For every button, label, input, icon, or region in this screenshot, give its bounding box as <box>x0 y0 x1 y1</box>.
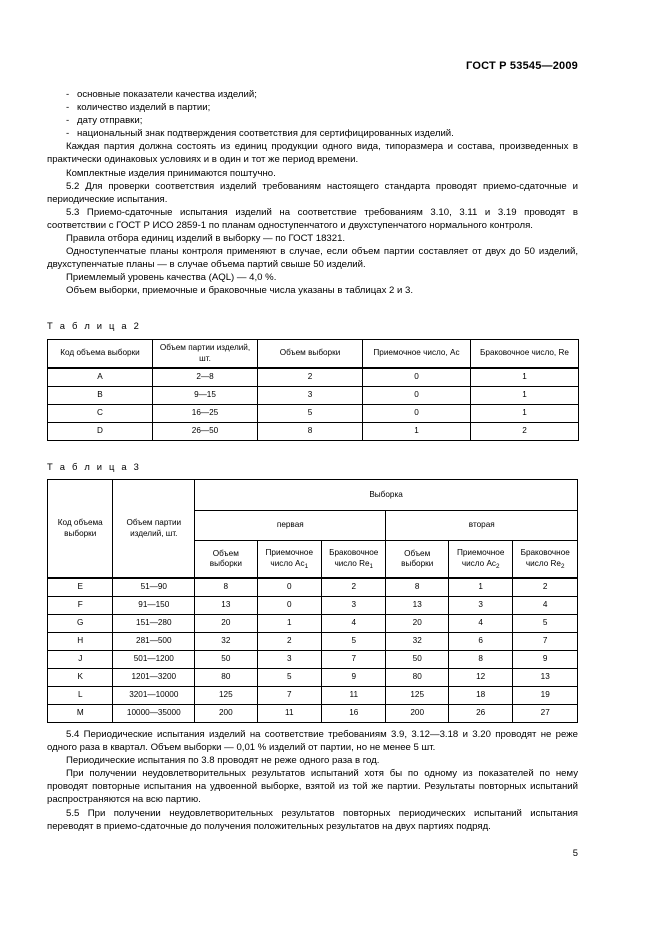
table-header-row-group <box>48 480 578 511</box>
cell-rejection-number-2: 4 <box>513 597 578 615</box>
cell-sample-code: M <box>48 705 113 723</box>
cell-sample-code: D <box>48 423 153 441</box>
table-row <box>48 423 579 441</box>
table-row <box>48 651 578 669</box>
cell-rejection-number-1: 9 <box>322 669 386 687</box>
paragraph-sampling-rules: Правила отбора единиц изделий в выборку — по ГОСТ 18321. <box>66 233 346 245</box>
column-header-acceptance-number-2 <box>448 541 512 579</box>
cell-sample-code: E <box>48 578 113 597</box>
subscript-1: 1 <box>304 562 309 570</box>
cell-acceptance-number-2: 6 <box>448 633 512 651</box>
rejection-label-1: Браковочное число Re <box>329 548 379 568</box>
cell-sample-size-2: 13 <box>386 597 448 615</box>
column-header-acceptance-number: Приемочное число, Ac <box>363 340 471 369</box>
cell-acceptance-number-1: 0 <box>257 578 321 597</box>
table-row <box>48 687 578 705</box>
table-row <box>48 615 578 633</box>
table-2-sampling-plans <box>47 339 579 441</box>
cell-rejection-number-1: 11 <box>322 687 386 705</box>
cell-rejection-number-1: 5 <box>322 633 386 651</box>
cell-lot-size: 16—25 <box>153 405 258 423</box>
cell-sample-code: H <box>48 633 113 651</box>
cell-lot-size: 51—90 <box>113 578 195 597</box>
cell-sample-code: G <box>48 615 113 633</box>
cell-rejection-number-2: 13 <box>513 669 578 687</box>
cell-lot-size: 151—280 <box>113 615 195 633</box>
table-row <box>48 387 579 405</box>
cell-acceptance-number: 1 <box>363 423 471 441</box>
cell-sample-code: J <box>48 651 113 669</box>
table-row <box>48 633 578 651</box>
cell-lot-size: 1201—3200 <box>113 669 195 687</box>
cell-sample-size-1: 125 <box>195 687 257 705</box>
cell-acceptance-number-1: 3 <box>257 651 321 669</box>
cell-rejection-number-2: 9 <box>513 651 578 669</box>
subscript-2: 2 <box>561 562 565 570</box>
acceptance-label-1: Приемочное число Ac <box>265 548 314 568</box>
cell-sample-size: 2 <box>258 368 363 387</box>
cell-rejection-number-2: 2 <box>513 578 578 597</box>
column-header-first-sample: первая <box>195 511 386 541</box>
cell-acceptance-number-1: 0 <box>257 597 321 615</box>
paragraph-sampling-plans: Одноступенчатые планы контроля применяют в случае, если объем партии составляет от двух до 50 изделий, двухступенчатые планы — в случае объема партий свыше 50 изделий. <box>47 246 578 271</box>
table-row <box>48 578 578 597</box>
table-row <box>48 368 579 387</box>
cell-lot-size: 2—8 <box>153 368 258 387</box>
column-header-sample-group: Выборка <box>195 480 578 511</box>
cell-lot-size: 9—15 <box>153 387 258 405</box>
table-3-caption: Т а б л и ц а 3 <box>47 461 142 472</box>
cell-rejection-number-1: 3 <box>322 597 386 615</box>
list-item <box>47 88 578 101</box>
cell-acceptance-number-2: 1 <box>448 578 512 597</box>
cell-sample-size: 5 <box>258 405 363 423</box>
cell-rejection-number: 1 <box>471 368 579 387</box>
cell-sample-size-2: 125 <box>386 687 448 705</box>
cell-rejection-number-2: 27 <box>513 705 578 723</box>
cell-acceptance-number: 0 <box>363 368 471 387</box>
table-header-row <box>48 340 579 369</box>
cell-sample-code: L <box>48 687 113 705</box>
table-row <box>48 669 578 687</box>
paragraph-clause-5-5: 5.5 При получении неудовлетворительных результатов повторных периодических испытаний испытания переводят в приемо-сдаточные до получения положительных результатов на двух партиях подряд. <box>47 807 578 832</box>
cell-acceptance-number-1: 1 <box>257 615 321 633</box>
column-header-sample-code: Код объема выборки <box>48 480 113 579</box>
requirements-bullet-list <box>47 88 578 140</box>
table-2-caption: Т а б л и ц а 2 <box>47 320 142 331</box>
cell-sample-size-2: 32 <box>386 633 448 651</box>
table-3-body <box>48 578 578 723</box>
table-row <box>48 405 579 423</box>
cell-rejection-number-1: 4 <box>322 615 386 633</box>
list-item <box>47 114 578 127</box>
cell-rejection-number-2: 5 <box>513 615 578 633</box>
bullet-dash: - <box>66 89 70 100</box>
cell-acceptance-number-1: 5 <box>257 669 321 687</box>
cell-acceptance-number: 0 <box>363 387 471 405</box>
cell-sample-code: B <box>48 387 153 405</box>
column-header-rejection-number: Браковочное число, Re <box>471 340 579 369</box>
cell-sample-size-1: 32 <box>195 633 257 651</box>
cell-acceptance-number-2: 3 <box>448 597 512 615</box>
list-item-label: количество изделий в партии; <box>77 102 211 114</box>
page-number: 5 <box>572 847 578 858</box>
bullet-dash: - <box>66 115 70 127</box>
list-item-label: дату отправки; <box>77 115 143 127</box>
list-item <box>47 127 578 140</box>
cell-sample-size-1: 200 <box>195 705 257 723</box>
cell-sample-size-2: 20 <box>386 615 448 633</box>
column-header-second-sample: вторая <box>386 511 578 541</box>
cell-acceptance-number-2: 4 <box>448 615 512 633</box>
cell-rejection-number: 1 <box>471 387 579 405</box>
cell-sample-code: A <box>48 368 153 387</box>
cell-rejection-number-1: 16 <box>322 705 386 723</box>
cell-sample-size: 3 <box>258 387 363 405</box>
cell-acceptance-number-1: 7 <box>257 687 321 705</box>
cell-sample-size-1: 20 <box>195 615 257 633</box>
acceptance-label-2: Приемочное число Ac <box>456 548 505 568</box>
column-header-lot-size: Объем партии изделий, шт. <box>113 480 195 579</box>
list-item-label: национальный знак подтверждения соответствия для сертифицированных изделий. <box>77 128 454 140</box>
column-header-sample-size-2: Объем выборки <box>386 541 448 579</box>
cell-lot-size: 3201—10000 <box>113 687 195 705</box>
cell-acceptance-number: 0 <box>363 405 471 423</box>
cell-sample-size-1: 50 <box>195 651 257 669</box>
paragraph-tables-reference: Объем выборки, приемочные и браковочные числа указаны в таблицах 2 и 3. <box>66 285 414 297</box>
paragraph-aql: Приемлемый уровень качества (AQL) — 4,0 %. <box>66 272 277 284</box>
cell-lot-size: 281—500 <box>113 633 195 651</box>
cell-sample-size-1: 8 <box>195 578 257 597</box>
cell-acceptance-number-2: 26 <box>448 705 512 723</box>
cell-lot-size: 501—1200 <box>113 651 195 669</box>
bullet-dash: - <box>66 128 70 140</box>
column-header-sample-size: Объем выборки <box>258 340 363 369</box>
column-header-rejection-number-2 <box>513 541 578 579</box>
cell-sample-size-2: 200 <box>386 705 448 723</box>
subscript-2: 2 <box>496 562 500 570</box>
paragraph-batch-composition: Каждая партия должна состоять из единиц продукции одного вида, типоразмера и состава, произведенных в практически одинаковых условиях и в один и тот же период времени. <box>47 141 578 166</box>
cell-lot-size: 26—50 <box>153 423 258 441</box>
running-head-standard-number: ГОСТ Р 53545—2009 <box>466 60 578 72</box>
table-row <box>48 597 578 615</box>
cell-sample-size: 8 <box>258 423 363 441</box>
cell-rejection-number: 2 <box>471 423 579 441</box>
document-body-lower <box>47 728 578 833</box>
list-item <box>47 101 578 114</box>
bullet-dash: - <box>66 102 70 114</box>
table-3-double-sampling-plans <box>47 479 578 723</box>
paragraph-periodic-tests-3-8: Периодические испытания по 3.8 проводят не реже одного раза в год. <box>66 755 380 767</box>
column-header-sample-size-1: Объем выборки <box>195 541 257 579</box>
cell-rejection-number-2: 7 <box>513 633 578 651</box>
paragraph-repeat-tests: При получении неудовлетворительных результатов испытаний хотя бы по одному из показателей по нему проводят повторные испытания на удвоенной выборке, взятой из той же партии. Результаты повторных испытаний распространяются на всю партию. <box>47 768 578 806</box>
column-header-lot-size: Объем партии изделий, шт. <box>153 340 258 369</box>
cell-rejection-number-1: 7 <box>322 651 386 669</box>
list-item-label: основные показатели качества изделий; <box>77 89 257 100</box>
cell-sample-size-2: 8 <box>386 578 448 597</box>
column-header-acceptance-number-1 <box>257 541 321 579</box>
cell-sample-code: C <box>48 405 153 423</box>
cell-lot-size: 91—150 <box>113 597 195 615</box>
cell-acceptance-number-2: 12 <box>448 669 512 687</box>
rejection-label-2: Браковочное число Re <box>520 548 570 568</box>
cell-sample-code: F <box>48 597 113 615</box>
column-header-sample-code: Код объема выборки <box>48 340 153 369</box>
cell-acceptance-number-2: 18 <box>448 687 512 705</box>
paragraph-complete-products: Комплектные изделия принимаются поштучно. <box>66 167 276 179</box>
paragraph-clause-5-4: 5.4 Периодические испытания изделий на соответствие требованиям 3.9, 3.12—3.18 и 3.20 проводят не реже одного раза в квартал. Объем выборки — 0,01 % изделий от партии, но не менее 5 шт. <box>47 729 578 754</box>
cell-sample-code: K <box>48 669 113 687</box>
cell-acceptance-number-1: 11 <box>257 705 321 723</box>
column-header-rejection-number-1 <box>322 541 386 579</box>
cell-rejection-number: 1 <box>471 405 579 423</box>
cell-rejection-number-1: 2 <box>322 578 386 597</box>
cell-sample-size-1: 13 <box>195 597 257 615</box>
cell-acceptance-number-2: 8 <box>448 651 512 669</box>
cell-acceptance-number-1: 2 <box>257 633 321 651</box>
cell-lot-size: 10000—35000 <box>113 705 195 723</box>
subscript-1: 1 <box>369 562 374 570</box>
table-row <box>48 705 578 723</box>
paragraph-clause-5-2: 5.2 Для проверки соответствия изделий требованиям настоящего стандарта проводят приемо-сдаточные и периодические испытания. <box>47 180 578 205</box>
document-body <box>47 88 578 298</box>
cell-sample-size-1: 80 <box>195 669 257 687</box>
cell-rejection-number-2: 19 <box>513 687 578 705</box>
cell-sample-size-2: 50 <box>386 651 448 669</box>
cell-sample-size-2: 80 <box>386 669 448 687</box>
paragraph-clause-5-3: 5.3 Приемо-сдаточные испытания изделий на соответствие требованиям 3.10, 3.11 и 3.19 проводят в соответствии с ГОСТ Р ИСО 2859-1 по планам одноступенчатого и двухступенчатого нормального контроля. <box>47 206 578 231</box>
